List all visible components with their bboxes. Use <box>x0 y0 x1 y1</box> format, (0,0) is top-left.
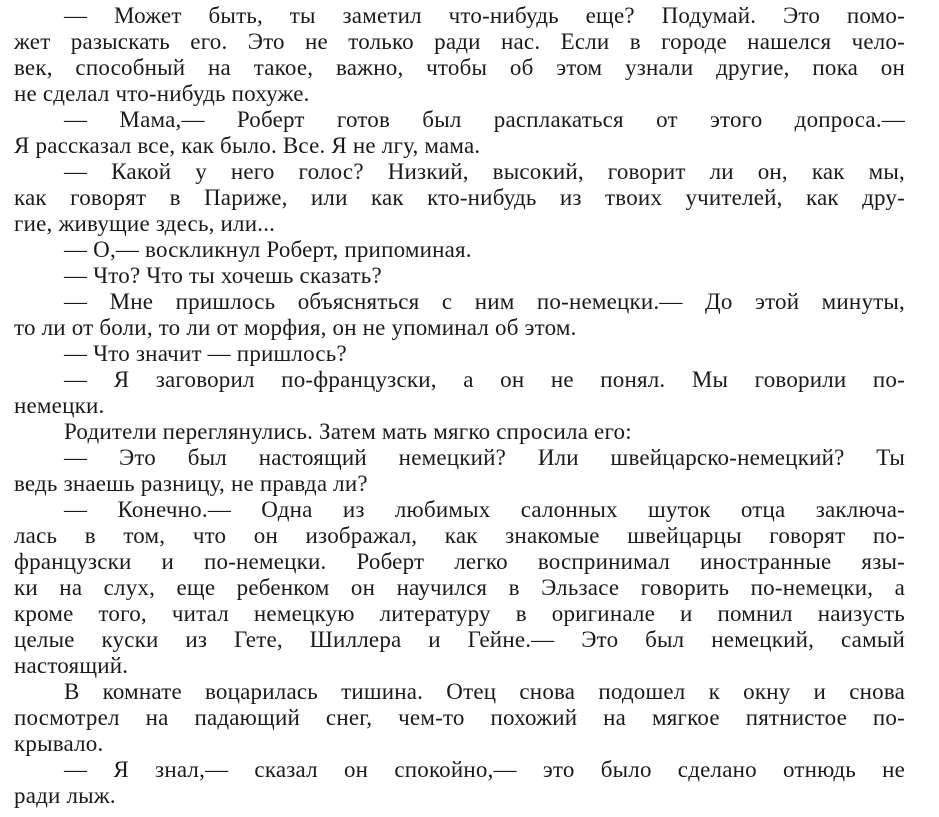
text-line: кроме того, читал немецкую литературу в оригинале и помнил наизусть <box>14 601 905 626</box>
text-line: жет разыскать его. Это не только ради нас. Если в городе нашелся чело- <box>14 29 905 54</box>
text-line: В комнате воцарилась тишина. Отец снова подошел к окну и снова <box>64 679 905 704</box>
text-line: — Я знал,— сказал он спокойно,— это было сделано отнюдь не <box>64 757 905 782</box>
text-line: то ли от боли, то ли от морфия, он не упоминал об этом. <box>14 315 577 340</box>
text-line: Я рассказал все, как было. Все. Я не лгу, мама. <box>14 133 481 158</box>
text-line: Родители переглянулись. Затем мать мягко спросила его: <box>64 419 632 444</box>
text-line: — Что значит — пришлось? <box>64 341 347 366</box>
text-line: — О,— воскликнул Роберт, припоминая. <box>64 237 472 262</box>
text-line: немецки. <box>14 393 105 418</box>
text-line: крывало. <box>14 731 104 756</box>
text-line: французски и по-немецки. Роберт легко воспринимал иностранные язы- <box>14 549 905 574</box>
text-line: — Я заговорил по-французски, а он не понял. Мы говорили по- <box>64 367 905 392</box>
text-line: — Это был настоящий немецкий? Или швейцарско-немецкий? Ты <box>64 445 905 470</box>
text-line: — Какой у него голос? Низкий, высокий, говорит ли он, как мы, <box>64 159 905 184</box>
text-line: лась в том, что он изображал, как знакомые швейцарцы говорят по- <box>14 523 905 548</box>
text-line: целые куски из Гете, Шиллера и Гейне.— Это был немецкий, самый <box>14 627 905 652</box>
text-line: ки на слух, еще ребенком он научился в Эльзасе говорить по-немецки, а <box>14 575 905 600</box>
text-line: не сделал что-нибудь похуже. <box>14 81 310 106</box>
text-line: — Мама,— Роберт готов был расплакаться от этого допроса.— <box>64 107 905 132</box>
text-line: — Может быть, ты заметил что-нибудь еще? Подумай. Это помо- <box>64 3 905 28</box>
text-line: настоящий. <box>14 653 129 678</box>
text-line: ради лыж. <box>14 783 116 808</box>
text-line: — Мне пришлось объясняться с ним по-немецки.— До этой минуты, <box>64 289 905 314</box>
text-line: посмотрел на падающий снег, чем-то похожий на мягкое пятнистое по- <box>14 705 905 730</box>
text-line: — Конечно.— Одна из любимых салонных шуток отца заключа- <box>64 497 905 522</box>
text-line: гие, живущие здесь, или... <box>14 211 276 236</box>
text-line: как говорят в Париже, или как кто-нибудь из твоих учителей, как дру- <box>14 185 905 210</box>
text-line: ведь знаешь разницу, не правда ли? <box>14 471 368 496</box>
text-line: — Что? Что ты хочешь сказать? <box>64 263 382 288</box>
text-line: век, способный на такое, важно, чтобы об этом узнали другие, пока он <box>14 55 905 80</box>
